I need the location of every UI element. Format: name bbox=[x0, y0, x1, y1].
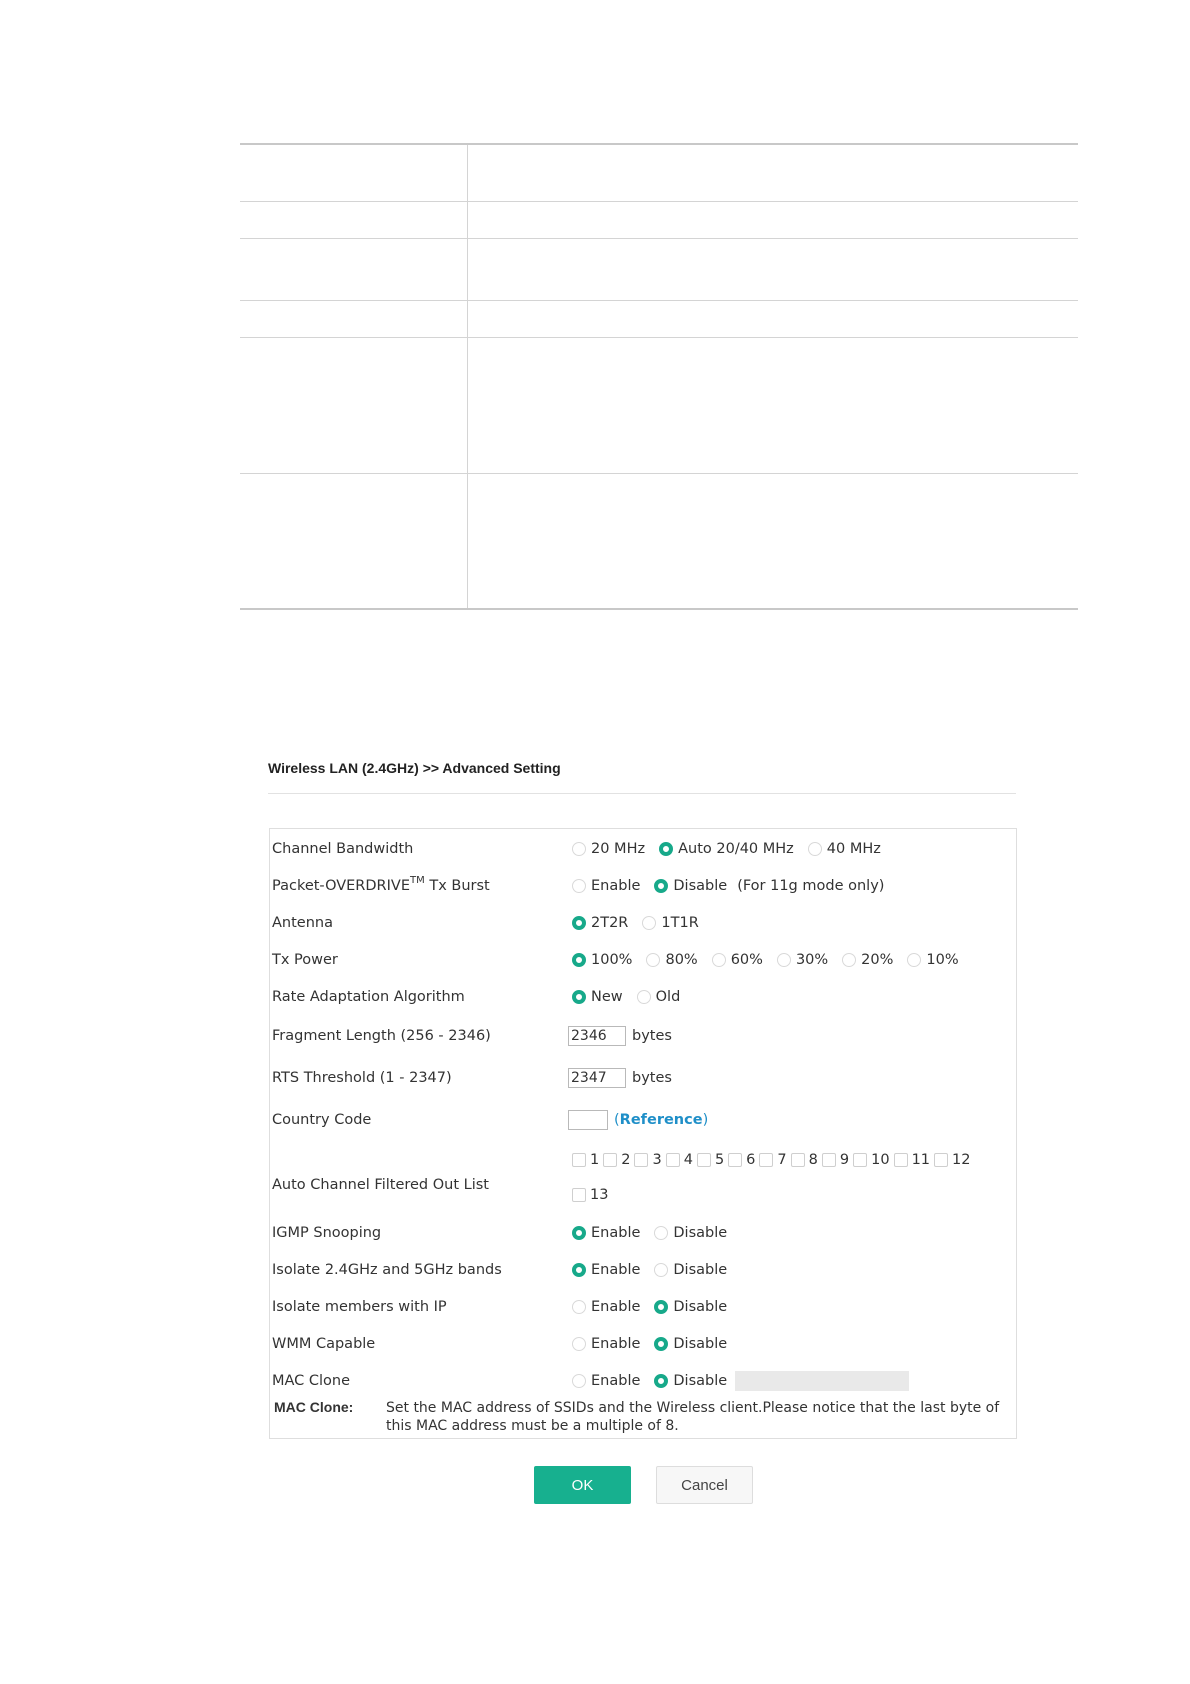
table-cell bbox=[468, 201, 1079, 238]
table-cell bbox=[240, 337, 468, 473]
wmm-capable-label: WMM Capable bbox=[272, 1336, 376, 1352]
checkbox-label: 1 bbox=[590, 1152, 600, 1168]
radio-tx-power-60[interactable] bbox=[712, 953, 726, 967]
radio-tx-power-20[interactable] bbox=[842, 953, 856, 967]
channel-checkbox-8[interactable] bbox=[791, 1153, 805, 1167]
igmp-snooping-label: IGMP Snooping bbox=[272, 1225, 382, 1241]
radio-label: Enable bbox=[591, 1373, 641, 1389]
reference-paren-open: ( bbox=[614, 1112, 620, 1128]
mac-clone-address-input[interactable] bbox=[735, 1371, 909, 1391]
checkbox-label: 9 bbox=[839, 1152, 850, 1168]
radio-2t2r[interactable] bbox=[572, 916, 586, 930]
radio-label: New bbox=[591, 989, 623, 1005]
channel-checkbox-11[interactable] bbox=[894, 1153, 908, 1167]
radio-igmp-disable[interactable] bbox=[654, 1226, 668, 1240]
table-cell bbox=[468, 144, 1079, 201]
checkbox-label: 2 bbox=[621, 1152, 631, 1168]
checkbox-label: 11 bbox=[911, 1152, 931, 1168]
channel-checkbox-10[interactable] bbox=[853, 1153, 867, 1167]
row-auto-channel bbox=[270, 1150, 1016, 1210]
fragment-length-label: Fragment Length (256 - 2346) bbox=[272, 1028, 491, 1044]
radio-label: Auto 20/40 MHz bbox=[678, 841, 794, 857]
table-cell bbox=[240, 238, 468, 300]
radio-label: 30% bbox=[795, 952, 829, 968]
table-cell bbox=[468, 300, 1079, 337]
channel-checkbox-2[interactable] bbox=[603, 1153, 617, 1167]
table-cell bbox=[240, 300, 468, 337]
checkbox-label: 6 bbox=[746, 1152, 756, 1168]
checkbox-label: 8 bbox=[808, 1152, 818, 1168]
radio-label: Disable bbox=[673, 1299, 728, 1315]
channel-bandwidth-label: Channel Bandwidth bbox=[272, 841, 414, 857]
radio-tx-power-100[interactable] bbox=[572, 953, 586, 967]
radio-label: 60% bbox=[730, 952, 763, 968]
radio-label: 2T2R bbox=[591, 915, 629, 931]
checkbox-label: 3 bbox=[652, 1152, 662, 1168]
isolate-bands-label: Isolate 2.4GHz and 5GHz bands bbox=[272, 1262, 502, 1278]
fragment-length-unit: bytes bbox=[632, 1028, 672, 1044]
channel-checkbox-9[interactable] bbox=[822, 1153, 836, 1167]
channel-checkbox-1[interactable] bbox=[572, 1153, 586, 1167]
reference-paren-close: ) bbox=[702, 1112, 709, 1128]
radio-mac-clone-disable[interactable] bbox=[654, 1374, 668, 1388]
radio-20mhz[interactable] bbox=[572, 842, 586, 856]
radio-wmm-disable[interactable] bbox=[654, 1337, 668, 1351]
country-code-label: Country Code bbox=[272, 1112, 372, 1128]
checkbox-label: 12 bbox=[952, 1152, 971, 1168]
table-cell bbox=[468, 238, 1079, 300]
rts-threshold-input[interactable]: 2347 bbox=[568, 1068, 626, 1088]
channel-checkbox-5[interactable] bbox=[697, 1153, 711, 1167]
radio-label: Old bbox=[655, 989, 681, 1005]
antenna-label: Antenna bbox=[272, 915, 333, 931]
tx-burst-label-tail: Tx Burst bbox=[424, 878, 490, 894]
checkbox-label: 13 bbox=[590, 1187, 609, 1203]
reference-link[interactable]: Reference bbox=[619, 1112, 703, 1128]
radio-tx-power-10[interactable] bbox=[907, 953, 921, 967]
ok-button[interactable]: OK bbox=[534, 1466, 631, 1504]
radio-label: 20 MHz bbox=[591, 841, 646, 857]
radio-auto-20-40mhz[interactable] bbox=[659, 842, 673, 856]
channel-checkbox-6[interactable] bbox=[728, 1153, 742, 1167]
tx-power-label: Tx Power bbox=[272, 952, 338, 968]
radio-wmm-enable[interactable] bbox=[572, 1337, 586, 1351]
table-cell bbox=[468, 473, 1079, 609]
radio-rate-new[interactable] bbox=[572, 990, 586, 1004]
radio-label: Disable bbox=[673, 878, 728, 894]
radio-igmp-enable[interactable] bbox=[572, 1226, 586, 1240]
radio-label: Enable bbox=[591, 1299, 641, 1315]
rts-threshold-label: RTS Threshold (1 - 2347) bbox=[272, 1070, 452, 1086]
radio-label: Disable bbox=[673, 1225, 728, 1241]
channel-checkbox-13[interactable] bbox=[572, 1188, 586, 1202]
tx-burst-note: (For 11g mode only) bbox=[737, 878, 885, 894]
cancel-button[interactable]: Cancel bbox=[656, 1466, 753, 1504]
radio-label: 20% bbox=[861, 952, 894, 968]
checkbox-label: 7 bbox=[777, 1152, 787, 1168]
radio-isolate-members-disable[interactable] bbox=[654, 1300, 668, 1314]
radio-label: 100% bbox=[591, 952, 633, 968]
radio-label: Enable bbox=[591, 1336, 641, 1352]
radio-label: Disable bbox=[673, 1262, 728, 1278]
channel-checkbox-3[interactable] bbox=[634, 1153, 648, 1167]
radio-label: 40 MHz bbox=[826, 841, 881, 857]
table-cell bbox=[240, 144, 468, 201]
radio-label: Disable bbox=[673, 1336, 728, 1352]
radio-40mhz[interactable] bbox=[808, 842, 822, 856]
trademark-sup: TM bbox=[409, 875, 425, 886]
radio-rate-old[interactable] bbox=[637, 990, 651, 1004]
table-cell bbox=[240, 201, 468, 238]
note-text: Set the MAC address of SSIDs and the Wireless client.Please notice that the last byte of this MAC address must be a multiple of 8. bbox=[386, 1400, 1000, 1434]
isolate-members-label: Isolate members with IP bbox=[272, 1299, 447, 1315]
rate-adaptation-label: Rate Adaptation Algorithm bbox=[272, 989, 465, 1005]
page-title: Wireless LAN (2.4GHz) >> Advanced Setting bbox=[268, 760, 561, 776]
mac-clone-label: MAC Clone bbox=[272, 1373, 351, 1389]
radio-tx-power-80[interactable] bbox=[646, 953, 660, 967]
table-cell bbox=[240, 473, 468, 609]
table-cell bbox=[468, 337, 1079, 473]
channel-checkbox-7[interactable] bbox=[759, 1153, 773, 1167]
rts-threshold-unit: bytes bbox=[632, 1070, 672, 1086]
country-code-input[interactable] bbox=[568, 1110, 608, 1130]
radio-isolate-bands-enable[interactable] bbox=[572, 1263, 586, 1277]
title-divider bbox=[268, 793, 1016, 794]
radio-tx-burst-disable[interactable] bbox=[654, 879, 668, 893]
radio-isolate-bands-disable[interactable] bbox=[654, 1263, 668, 1277]
radio-tx-power-30[interactable] bbox=[777, 953, 791, 967]
checkbox-label: 5 bbox=[714, 1152, 725, 1168]
description-table bbox=[240, 143, 1078, 610]
radio-isolate-members-enable[interactable] bbox=[572, 1300, 586, 1314]
radio-label: Enable bbox=[591, 878, 641, 894]
auto-channel-label: Auto Channel Filtered Out List bbox=[272, 1177, 489, 1193]
radio-mac-clone-enable[interactable] bbox=[572, 1374, 586, 1388]
radio-1t1r[interactable] bbox=[642, 916, 656, 930]
note-label: MAC Clone: bbox=[274, 1399, 354, 1415]
tx-burst-label bbox=[272, 876, 490, 896]
checkbox-label: 4 bbox=[683, 1152, 693, 1168]
tx-burst-label-main: Packet-OVERDRIVE bbox=[272, 878, 410, 894]
radio-label: Enable bbox=[591, 1225, 641, 1241]
radio-label: 10% bbox=[926, 952, 959, 968]
radio-label: Enable bbox=[591, 1262, 641, 1278]
channel-checkbox-4[interactable] bbox=[666, 1153, 680, 1167]
radio-label: 1T1R bbox=[661, 915, 699, 931]
advanced-settings-panel bbox=[269, 828, 1017, 1439]
radio-tx-burst-enable[interactable] bbox=[572, 879, 586, 893]
checkbox-label: 10 bbox=[871, 1152, 890, 1168]
radio-label: Disable bbox=[673, 1373, 728, 1389]
channel-checkbox-12[interactable] bbox=[934, 1153, 948, 1167]
fragment-length-input[interactable]: 2346 bbox=[568, 1026, 626, 1046]
radio-label: 80% bbox=[665, 952, 698, 968]
